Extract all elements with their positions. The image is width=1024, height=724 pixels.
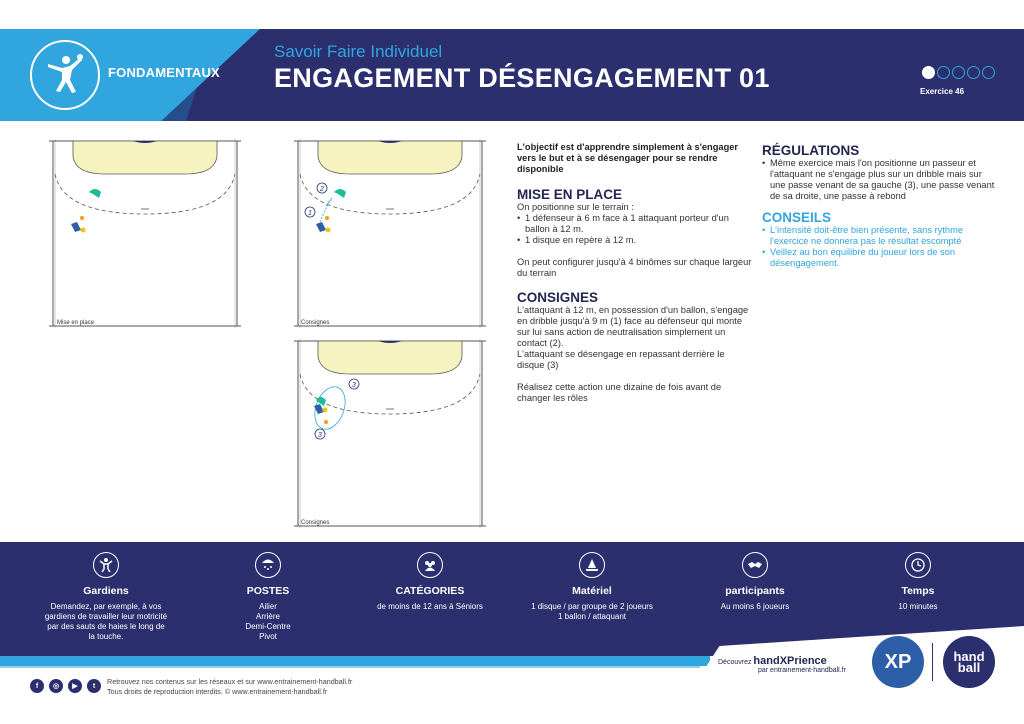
instructions-text: Réalisez cette action une dizaine de fois avant de changer les rôles (517, 382, 722, 403)
goalkeeper-icon (93, 552, 119, 578)
footer-stripe-light (0, 666, 700, 668)
diagram-label: Mise en place (57, 320, 95, 326)
instagram-icon[interactable]: ◎ (49, 679, 63, 693)
info-title: Temps (901, 585, 935, 597)
info-body: Ailier Arrière Demi-Centre Pivot (245, 602, 291, 641)
ball-icon (937, 66, 950, 79)
content-column-left (517, 142, 753, 404)
player-logo-icon (30, 40, 100, 110)
content-column-right (762, 143, 998, 269)
court-diagram-engagement (290, 136, 490, 332)
info-equipment (512, 552, 672, 622)
instructions-text: L'attaquant à 12 m, en possession d'un ballon, s'engage en dribble jusqu'à 9 m (1) face au défenseur qui monte sur lui sans action de neutralisation simplement un contact (2). (517, 305, 749, 348)
info-body: Au moins 6 joueurs (720, 602, 790, 611)
advice-heading: CONSEILS (762, 210, 832, 225)
info-positions (188, 552, 348, 642)
handball-badge-logo: hand ball (943, 636, 995, 688)
list-item: • L'intensité doit-être bien présente, sans rythme l'exercice ne donnera pas le résultat escompté (762, 225, 998, 247)
footer-line: Retrouvez nos contenus sur les réseaux et sur www.entrainement-handball.fr (107, 677, 353, 686)
regulations-list (762, 158, 998, 202)
info-categories (350, 552, 510, 612)
step-marker: 2 (320, 186, 324, 193)
info-title: Matériel (572, 585, 612, 597)
objective-text: L'objectif est d'apprendre simplement à s'engager vers le but et à se désengager pour se rendre disponible (517, 142, 739, 174)
instructions-heading: CONSIGNES (517, 290, 599, 305)
info-title: POSTES (246, 585, 290, 597)
ball-icon (922, 66, 935, 79)
cone-icon (579, 552, 605, 578)
twitter-icon[interactable]: t (87, 679, 101, 693)
footer-copyright: Tous droits de reproduction interdits. © www.entrainement-handball.fr (107, 687, 328, 696)
promo-brand: handXPrience (753, 655, 827, 667)
regulations-heading: RÉGULATIONS (762, 143, 860, 158)
setup-lead: On positionne sur le terrain : (517, 202, 634, 212)
defender-icon (89, 189, 101, 198)
info-duration (838, 552, 998, 612)
exercise-number: Exercice 46 (920, 87, 965, 96)
page-subtitle: Savoir Faire Individuel (274, 42, 443, 61)
logo-separator (932, 643, 933, 681)
info-body: 10 minutes (898, 602, 938, 611)
page-title: ENGAGEMENT DÉSENGAGEMENT 01 (274, 63, 770, 93)
list-item: • Veillez au bon équilibre du joueur lors de son désengagement. (762, 247, 998, 269)
field-icon (255, 552, 281, 578)
setup-list (517, 213, 753, 246)
info-title: Gardiens (83, 585, 129, 597)
advice-list (762, 225, 998, 269)
difficulty-rating (922, 66, 995, 79)
info-goalkeepers (26, 552, 186, 642)
diagram-label: Consignes (301, 320, 330, 326)
youtube-icon[interactable]: ▶ (68, 679, 82, 693)
step-marker: 3 (318, 432, 322, 439)
attacker-icon (71, 222, 81, 232)
facebook-icon[interactable]: f (30, 679, 44, 693)
clock-icon (905, 552, 931, 578)
court-diagram-setup (45, 136, 245, 332)
court-diagram-disengagement (290, 336, 490, 532)
info-body: Demandez, par exemple, à vos gardiens de travailler leur motricité par des sauts de haies le long de la touche. (44, 602, 168, 641)
step-marker: 1 (308, 210, 312, 217)
info-title: participants (725, 585, 785, 597)
list-item: • 1 disque en repère à 12 m. (517, 235, 753, 246)
setup-heading: MISE EN PLACE (517, 187, 623, 202)
info-title: CATÉGORIES (395, 585, 465, 597)
footer-stripe (0, 656, 710, 666)
step-marker: 3 (352, 382, 356, 389)
info-body: 1 disque / par groupe de 2 joueurs 1 ballon / attaquant (531, 602, 653, 621)
info-body: de moins de 12 ans à Séniors (377, 602, 483, 611)
promo-text: Découvrez handXPrience par entrainement-handball.fr (718, 655, 846, 674)
info-participants (675, 552, 835, 612)
setup-note: On peut configurer jusqu'à 4 binômes sur chaque largeur du terrain (517, 257, 752, 278)
ball-icon (952, 66, 965, 79)
list-item: • 1 défenseur à 6 m face à 1 attaquant porteur d'un ballon à 12 m. (517, 213, 753, 235)
instructions-text: L'attaquant se désengage en repassant derrière le disque (3) (517, 349, 725, 370)
xp-badge-logo: XP (872, 636, 924, 688)
handshake-icon (742, 552, 768, 578)
list-item: • Même exercice mais l'on positionne un passeur et l'attaquant ne s'engage plus sur un dribble mais sur une passe venant de sa gauche (3), une passe venant de sa droite, une passe à rebond (762, 158, 998, 202)
category-label: FONDAMENTAUX (108, 65, 220, 80)
ball-icon (982, 66, 995, 79)
ball-icon (967, 66, 980, 79)
diagram-label: Consignes (301, 520, 330, 526)
group-icon (417, 552, 443, 578)
